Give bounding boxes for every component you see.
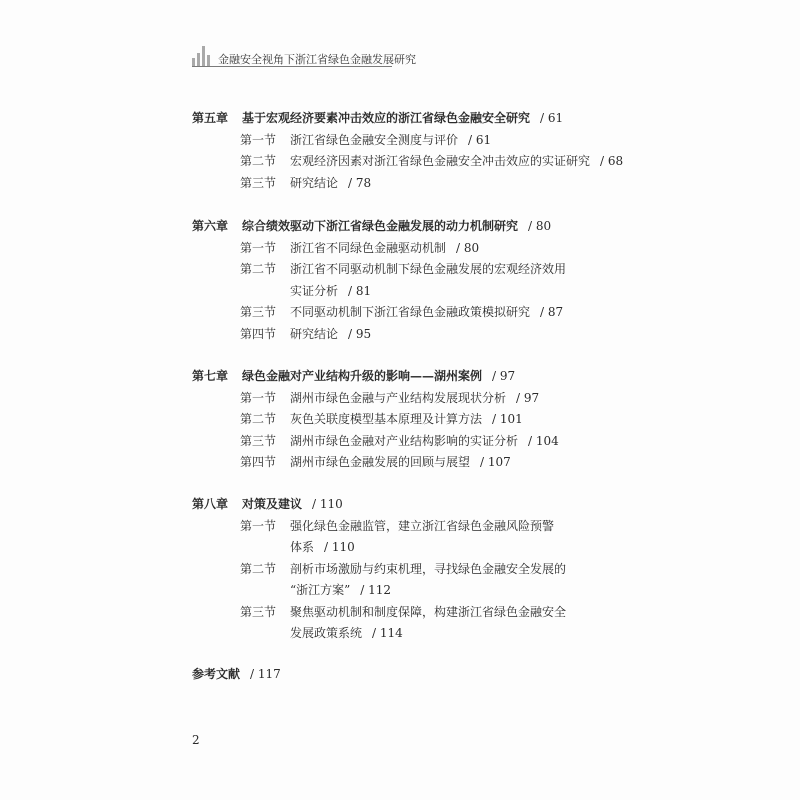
section-page-ref: / 114 — [372, 626, 403, 640]
section-label: 第二节 — [240, 412, 277, 426]
section-page-ref: / 101 — [492, 412, 523, 426]
section-title: 浙江省绿色金融安全测度与评价 / 61 — [290, 132, 492, 147]
page-number: 2 — [192, 733, 200, 747]
section-title: 强化绿色金融监管，建立浙江省绿色金融风险预警 — [290, 518, 555, 533]
section-page-ref: / 68 — [600, 154, 624, 168]
section-label: 第一节 — [240, 390, 277, 405]
section-page-ref: / 78 — [348, 175, 372, 190]
section-title-continuation: 实证分析 / 81 — [290, 283, 372, 298]
chapter-title: 综合绩效驱动下浙江省绿色金融发展的动力机制研究 / 80 — [242, 219, 552, 233]
section-label: 第一节 — [240, 518, 277, 533]
section-title: 灰色关联度模型基本原理及计算方法 / 101 — [290, 412, 523, 426]
chapter-label: 第五章 — [192, 111, 229, 125]
section-label: 第二节 — [240, 154, 277, 168]
section-title: 剖析市场激励与约束机理，寻找绿色金融安全发展的 — [290, 561, 567, 576]
section-title: 聚焦驱动机制和制度保障，构建浙江省绿色金融安全 — [290, 604, 567, 619]
chapter-title: 对策及建议 / 110 — [242, 497, 343, 511]
section-title: 研究结论 / 78 — [290, 175, 372, 190]
section-label: 第三节 — [240, 175, 277, 190]
references-page-ref: / 117 — [250, 667, 281, 681]
section-page-ref: / 110 — [324, 540, 355, 554]
section-title-continuation: 发展政策系统 / 114 — [290, 626, 403, 640]
section-page-ref: / 87 — [540, 305, 564, 319]
section-label: 第一节 — [240, 132, 277, 147]
section-title: 浙江省不同驱动机制下绿色金融发展的宏观经济效用 — [290, 262, 567, 276]
section-label: 第一节 — [240, 240, 277, 255]
section-title-continuation: “浙江方案” / 112 — [290, 583, 392, 597]
references-title: 参考文献 / 117 — [192, 667, 281, 681]
section-page-ref: / 80 — [456, 240, 480, 255]
section-label: 第四节 — [240, 455, 277, 469]
section-title: 宏观经济因素对浙江省绿色金融安全冲击效应的实证研究 / 68 — [290, 154, 624, 168]
section-title: 不同驱动机制下浙江省绿色金融政策模拟研究 / 87 — [290, 305, 564, 319]
chapter-label: 第六章 — [192, 219, 229, 233]
section-page-ref: / 95 — [348, 326, 372, 341]
section-page-ref: / 104 — [528, 433, 559, 448]
section-label: 第三节 — [240, 433, 277, 448]
section-title: 研究结论 / 95 — [290, 326, 372, 341]
section-label: 第三节 — [240, 604, 277, 619]
chapter-title: 基于宏观经济要素冲击效应的浙江省绿色金融安全研究 / 61 — [242, 111, 564, 125]
chapter-page-ref: / 61 — [540, 111, 564, 125]
chapter-page-ref: / 80 — [528, 219, 552, 233]
running-head-title: 金融安全视角下浙江省绿色金融发展研究 — [218, 53, 416, 66]
section-title: 湖州市绿色金融与产业结构发展现状分析 / 97 — [290, 390, 540, 405]
section-title: 湖州市绿色金融对产业结构影响的实证分析 / 104 — [290, 433, 559, 448]
section-label: 第二节 — [240, 561, 277, 576]
section-label: 第二节 — [240, 262, 277, 276]
section-page-ref: / 61 — [468, 132, 492, 147]
section-page-ref: / 112 — [360, 583, 392, 597]
section-label: 第三节 — [240, 305, 277, 319]
chapter-page-ref: / 97 — [492, 369, 516, 383]
chapter-label: 第八章 — [192, 497, 229, 511]
chapter-page-ref: / 110 — [312, 497, 343, 511]
section-label: 第四节 — [240, 326, 277, 341]
section-page-ref: / 81 — [348, 283, 372, 298]
section-page-ref: / 97 — [516, 390, 540, 405]
section-title: 湖州市绿色金融发展的回顾与展望 / 107 — [290, 455, 511, 469]
section-page-ref: / 107 — [480, 455, 511, 469]
chapter-label: 第七章 — [192, 369, 229, 383]
section-title: 浙江省不同绿色金融驱动机制 / 80 — [290, 240, 480, 255]
section-title-continuation: 体系 / 110 — [290, 540, 355, 554]
chapter-title: 绿色金融对产业结构升级的影响——湖州案例 / 97 — [242, 369, 516, 383]
